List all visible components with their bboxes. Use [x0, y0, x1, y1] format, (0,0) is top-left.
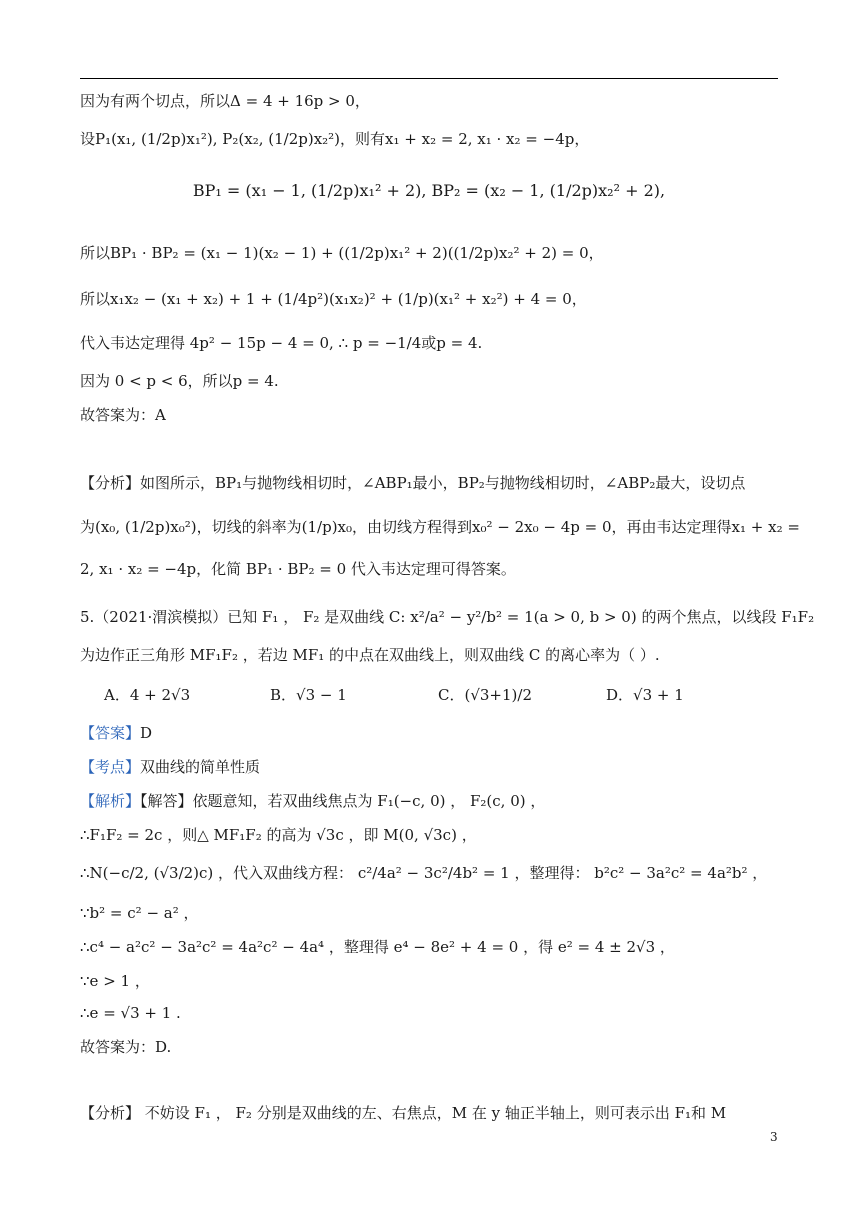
- question-text: 为边作正三角形 MF₁F₂ ，若边 MF₁ 的中点在双曲线上，则双曲线 C 的离心率为（ ）.: [80, 646, 660, 664]
- kaodian-tag: 【考点】: [80, 758, 141, 776]
- text-line: 因为有两个切点，所以Δ = 4 + 16p > 0，: [80, 92, 370, 110]
- jiexi-text: ∴N(−c/2, (√3/2)c) ，代入双曲线方程： c²/4a² − 3c²/4b² = 1 ，整理得： b²c² − 3a²c² = 4a²b² ，: [80, 864, 768, 882]
- jiexi-text: 故答案为：D.: [80, 1038, 172, 1056]
- analysis-text: 2, x₁ · x₂ = −4p，化简 BP₁ · BP₂ = 0 代入韦达定理可得答案。: [80, 560, 516, 578]
- answer-tag: 【答案】: [80, 724, 141, 742]
- analysis-block: [80, 472, 745, 494]
- page-number: 3: [770, 1130, 778, 1144]
- text-line: 所以BP₁ · BP₂ = (x₁ − 1)(x₂ − 1) + ((1/2p)x₁² + 2)((1/2p)x₂² + 2) = 0，: [80, 244, 604, 262]
- analysis-text: 如图所示，BP₁与抛物线相切时，∠ABP₁最小，BP₂与抛物线相切时，∠ABP₂最大，设切点: [140, 474, 746, 492]
- text-line: 代入韦达定理得 4p² − 15p − 4 = 0, ∴ p = −1/4或p = 4.: [80, 334, 483, 352]
- analysis-text: 为(x₀, (1/2p)x₀²)，切线的斜率为(1/p)x₀，由切线方程得到x₀² − 2x₀ − 4p = 0，再由韦达定理得x₁ + x₂ =: [80, 518, 800, 536]
- analysis2-line: [80, 1102, 726, 1124]
- answer-line: [80, 722, 152, 744]
- jiexi-text: ∴F₁F₂ = 2c ，则△ MF₁F₂ 的高为 √3c ，即 M(0, √3c) ，: [80, 826, 477, 844]
- analysis-tag: 【分析】: [80, 474, 141, 492]
- jiexi-text: ∵e > 1 ，: [80, 972, 150, 990]
- jiexi-text: ∵b² = c² − a² ，: [80, 904, 199, 922]
- option-d: D．√3 + 1: [606, 686, 684, 704]
- equation-line: BP₁ = (x₁ − 1, (1/2p)x₁² + 2), BP₂ = (x₂ − 1, (1/2p)x₂² + 2),: [192, 181, 666, 200]
- analysis2-tag: 【分析】: [80, 1104, 141, 1122]
- text-line: 因为 0 < p < 6，所以p = 4.: [80, 372, 279, 390]
- kaodian-value: 双曲线的简单性质: [140, 758, 261, 776]
- jiexi-line: [80, 790, 545, 812]
- jiexi-text: ∴c⁴ − a²c² − 3a²c² = 4a²c² − 4a⁴ ，整理得 e⁴ − 8e² + 4 = 0 ，得 e² = 4 ± 2√3 ，: [80, 938, 675, 956]
- kaodian-line: [80, 756, 260, 778]
- option-c: C．(√3+1)/2: [438, 686, 532, 704]
- question-text: 5.（2021·渭滨模拟）已知 F₁ ， F₂ 是双曲线 C: x²/a² − y²/b² = 1(a > 0, b > 0) 的两个焦点，以线段 F₁F₂: [80, 608, 815, 626]
- text-line: 所以x₁x₂ − (x₁ + x₂) + 1 + (1/4p²)(x₁x₂)² + (1/p)(x₁² + x₂²) + 4 = 0，: [80, 290, 587, 308]
- text-line: 故答案为：A: [80, 406, 166, 424]
- option-a: A．4 + 2√3: [104, 686, 191, 704]
- answer-value: D: [140, 724, 153, 742]
- jiexi-text: ∴e = √3 + 1 .: [80, 1004, 181, 1022]
- analysis2-text: 不妨设 F₁ ， F₂ 分别是双曲线的左、右焦点，M 在 y 轴正半轴上，则可表示出 F₁和 M: [140, 1104, 727, 1122]
- text-line: 设P₁(x₁, (1/2p)x₁²), P₂(x₂, (1/2p)x₂²)，则有x₁ + x₂ = 2, x₁ · x₂ = −4p，: [80, 130, 590, 148]
- header-rule: [80, 78, 778, 79]
- jiexi-text: 【解答】依题意知，若双曲线焦点为 F₁(−c, 0) ， F₂(c, 0) ，: [140, 792, 546, 810]
- jiexi-tag: 【解析】: [80, 792, 141, 810]
- option-b: B．√3 − 1: [270, 686, 347, 704]
